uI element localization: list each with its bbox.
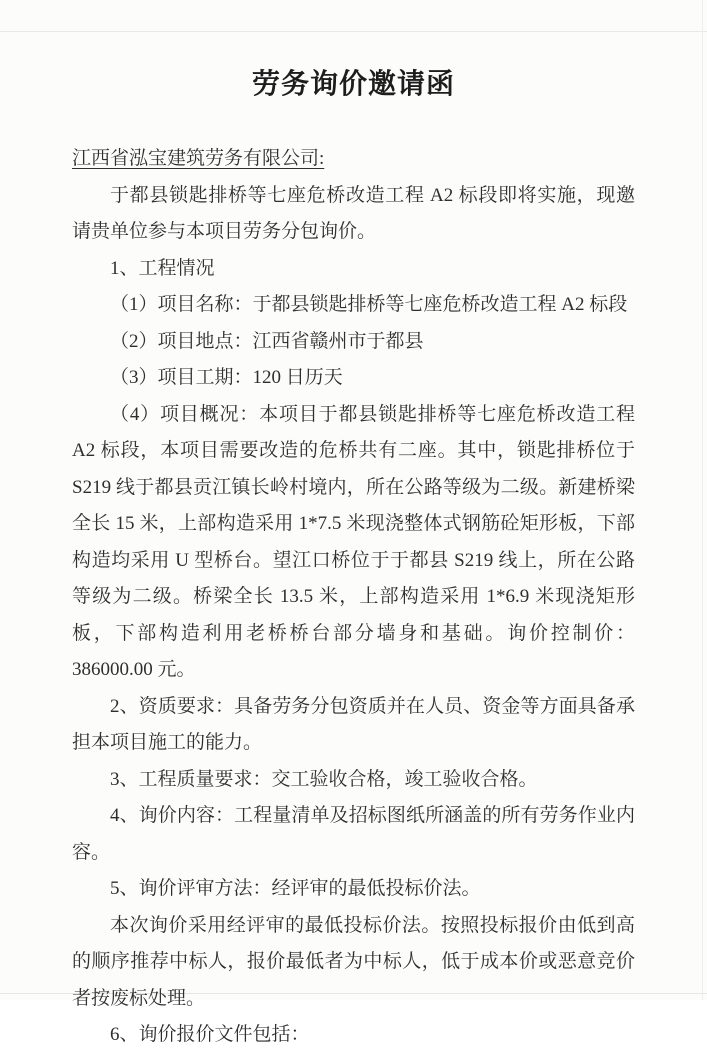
document-title: 劳务询价邀请函 bbox=[251, 69, 455, 100]
paragraph-inquiry-content: 4、询价内容：工程量清单及招标图纸所涵盖的所有劳务作业内容。 bbox=[72, 805, 635, 863]
document-body bbox=[72, 141, 635, 1054]
paragraph-project-name: （1）项目名称：于都县锁匙排桥等七座危桥改造工程 A2 标段 bbox=[110, 294, 628, 315]
paragraph-quality-requirements: 3、工程质量要求：交工验收合格，竣工验收合格。 bbox=[110, 768, 538, 790]
document-content bbox=[72, 0, 635, 1054]
paragraph-quotation-documents-heading: 6、询价报价文件包括： bbox=[110, 1024, 310, 1045]
paragraph-project-location: （2）项目地点：江西省赣州市于都县 bbox=[110, 330, 424, 352]
paragraph-evaluation-detail: 本次询价采用经评审的最低投标价法。按照投标报价由低到高的顺序推荐中标人，报价最低者为中标人，低于成本价或恶意竞价者按废标处理。 bbox=[72, 914, 635, 1009]
paragraph-evaluation-method: 5、询价评审方法：经评审的最低投标价法。 bbox=[110, 878, 481, 899]
paragraph-project-overview: （4）项目概况：本项目于都县锁匙排桥等七座危桥改造工程 A2 标段，本项目需要改造的危桥共有二座。其中，锁匙排桥位于 S219 线于都县贡江镇长岭村境内，所在公路等级为二级。新建桥梁全长 15 米，上部构造采用 1*7.5 米现浇整体式钢筋砼矩形板，下部构造均采用 U 型桥台。望江口桥位于于都县 S219 线上，所在公路等级为二级。桥梁全长 13.5 米，上部构造采用 1*6.9 米现浇矩形板，下部构造利用老桥桥台部分墙身和基础。询价控制价：386000.00 元。 bbox=[72, 403, 635, 680]
scan-artifact-right-line bbox=[702, 0, 703, 1000]
paragraph-section-1-heading: 1、工程情况 bbox=[110, 257, 215, 279]
paragraph-project-duration: （3）项目工期：120 日历天 bbox=[110, 367, 343, 388]
paragraph-intro: 于都县锁匙排桥等七座危桥改造工程 A2 标段即将实施，现邀请贵单位参与本项目劳务分包询价。 bbox=[72, 184, 635, 242]
paragraph-qualification-requirements: 2、资质要求：具备劳务分包资质并在人员、资金等方面具备承担本项目施工的能力。 bbox=[72, 695, 635, 753]
salutation-line bbox=[72, 141, 635, 178]
recipient-company-name: 江西省泓宝建筑劳务有限公司: bbox=[72, 148, 325, 169]
